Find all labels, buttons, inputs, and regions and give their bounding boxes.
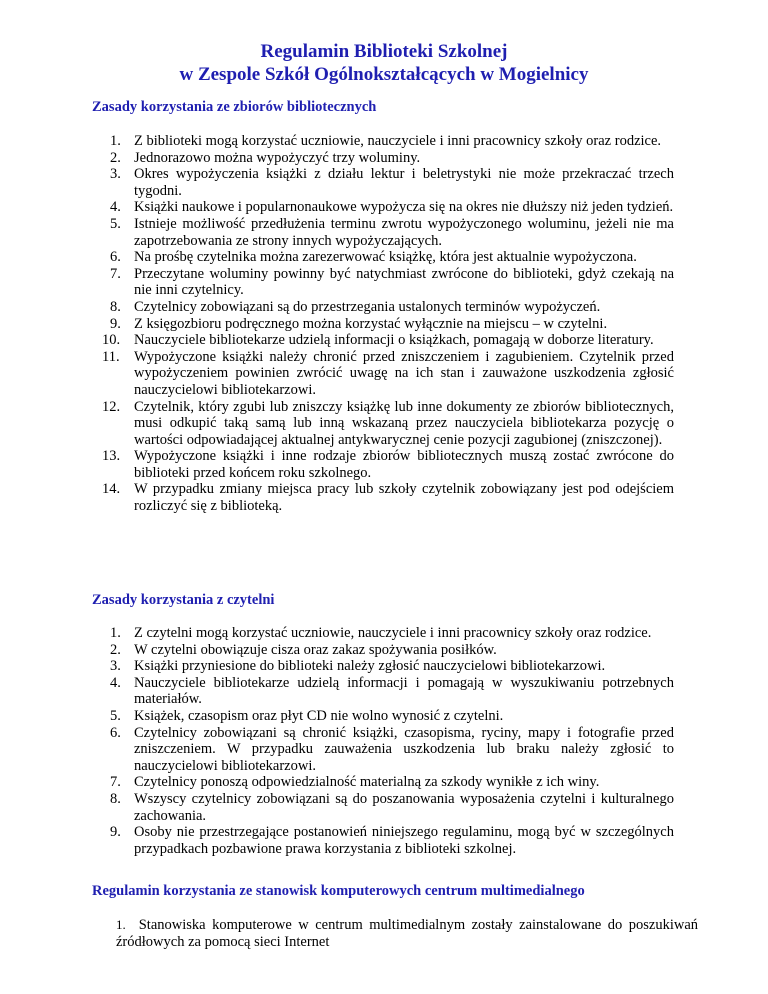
rule-item: 12. Czytelnik, który zgubi lub zniszczy książkę lub inne dokumenty ze zbiorów bibliotecznych, musi odkupić taką samą lub inną wskazaną przez nauczyciela bibliotekarza pozycję o wartości odpowiadającej aktualnej antykwarycznej cenie pozycji zagubionej (zniszczonej).: [102, 398, 674, 448]
rule-item: 9. Osoby nie przestrzegające postanowień niniejszego regulaminu, mogą być w szczególnych przypadkach pozbawione prawa korzystania z biblioteki szkolnej.: [110, 824, 674, 857]
rule-item: 14. W przypadku zmiany miejsca pracy lub szkoły czytelnik zobowiązany jest pod odejściem rozliczyć się z biblioteką.: [102, 481, 674, 515]
rule-item: 1. Z biblioteki mogą korzystać uczniowie, nauczyciele i inni pracownicy szkoły oraz rodzice.: [110, 133, 662, 149]
rule-item: 2. Jednorazowo można wypożyczyć trzy woluminy.: [110, 149, 421, 166]
rule-item: 3. Książki przyniesione do biblioteki należy zgłosić nauczycielowi bibliotekarzowi.: [110, 658, 606, 675]
rule-item: 3. Okres wypożyczenia książki z działu lektur i beletrystyki nie może przekraczać trzech tygodni.: [110, 166, 674, 199]
rule-item: 6. Czytelnicy zobowiązani są chronić książki, czasopisma, ryciny, mapy i fotografie przed zniszczeniem. W przypadku zauważenia uszkodzenia lub braku należy zgłosić to nauczycielowi bibliotekarzowi.: [110, 724, 674, 774]
rule-item: 11. Wypożyczone książki należy chronić przed zniszczeniem i zagubieniem. Czytelnik przed wypożyczeniem powinien zwrócić uwagę na ich stan i zauważone uszkodzenia zgłosić nauczycielowi bibliotekarzowi.: [102, 348, 674, 398]
rule-item: 4. Nauczyciele bibliotekarze udzielą informacji i pomagają w wyszukiwaniu potrzebnych materiałów.: [110, 674, 674, 708]
rule-item: 4. Książki naukowe i popularnonaukowe wypożycza się na okres nie dłuższy niż jeden tydzień.: [110, 199, 674, 216]
computers-rule-1: [116, 917, 698, 950]
rule-item: 8. Wszyscy czytelnicy zobowiązani są do poszanowania wyposażenia czytelni i kulturalnego zachowania.: [110, 790, 674, 824]
rule-item: 7. Czytelnicy ponoszą odpowiedzialność materialną za szkody wynikłe z ich winy.: [110, 774, 600, 791]
section-heading-reading-room: Zasady korzystania z czytelni: [92, 592, 275, 608]
rule-item: 6. Na prośbę czytelnika można zarezerwować książkę, która jest aktualnie wypożyczona.: [110, 249, 637, 266]
rule-item: 8. Czytelnicy zobowiązani są do przestrzegania ustalonych terminów wypożyczeń.: [110, 298, 601, 315]
rule-item: 10. Nauczyciele bibliotekarze udzielą informacji o książkach, pomagają w doborze literatury.: [102, 332, 654, 349]
document-title-line-2: w Zespole Szkół Ogólnokształcących w Mogielnicy: [179, 64, 589, 85]
document-title-line-1: Regulamin Biblioteki Szkolnej: [260, 41, 508, 62]
rule-item: 7. Przeczytane woluminy powinny być natychmiast zwrócone do biblioteki, gdyż czekają na nie inni czytelnicy.: [110, 265, 674, 299]
rule-item: 2. W czytelni obowiązuje cisza oraz zakaz spożywania posiłków.: [110, 641, 497, 658]
rule-number: 1.: [116, 917, 126, 932]
rule-item: 13. Wypożyczone książki i inne rodzaje zbiorów bibliotecznych muszą zostać zwrócone do biblioteki przed końcem roku szkolnego.: [102, 448, 674, 481]
rule-item: 5. Książek, czasopism oraz płyt CD nie wolno wynosić z czytelni.: [110, 707, 504, 724]
rule-item: 1. Z czytelni mogą korzystać uczniowie, nauczyciele i inni pracownicy szkoły oraz rodzice.: [110, 625, 652, 641]
rule-item: 5. Istnieje możliwość przedłużenia terminu zwrotu wypożyczonego woluminu, jeżeli nie ma zapotrzebowania ze strony innych wypożyczających.: [110, 215, 674, 249]
section-heading-collections: Zasady korzystania ze zbiorów bibliotecznych: [92, 99, 377, 115]
reading-room-rules-list: [92, 625, 674, 857]
collections-rules-list: [92, 133, 674, 515]
rule-text: Stanowiska komputerowe w centrum multimedialnym zostały zainstalowane do poszukiwań źródłowych za pomocą sieci Internet: [116, 917, 699, 950]
section-heading-computers: Regulamin korzystania ze stanowisk komputerowych centrum multimedialnego: [92, 883, 585, 899]
rule-item: 9. Z księgozbioru podręcznego można korzystać wyłącznie na miejscu – w czytelni.: [110, 315, 608, 332]
